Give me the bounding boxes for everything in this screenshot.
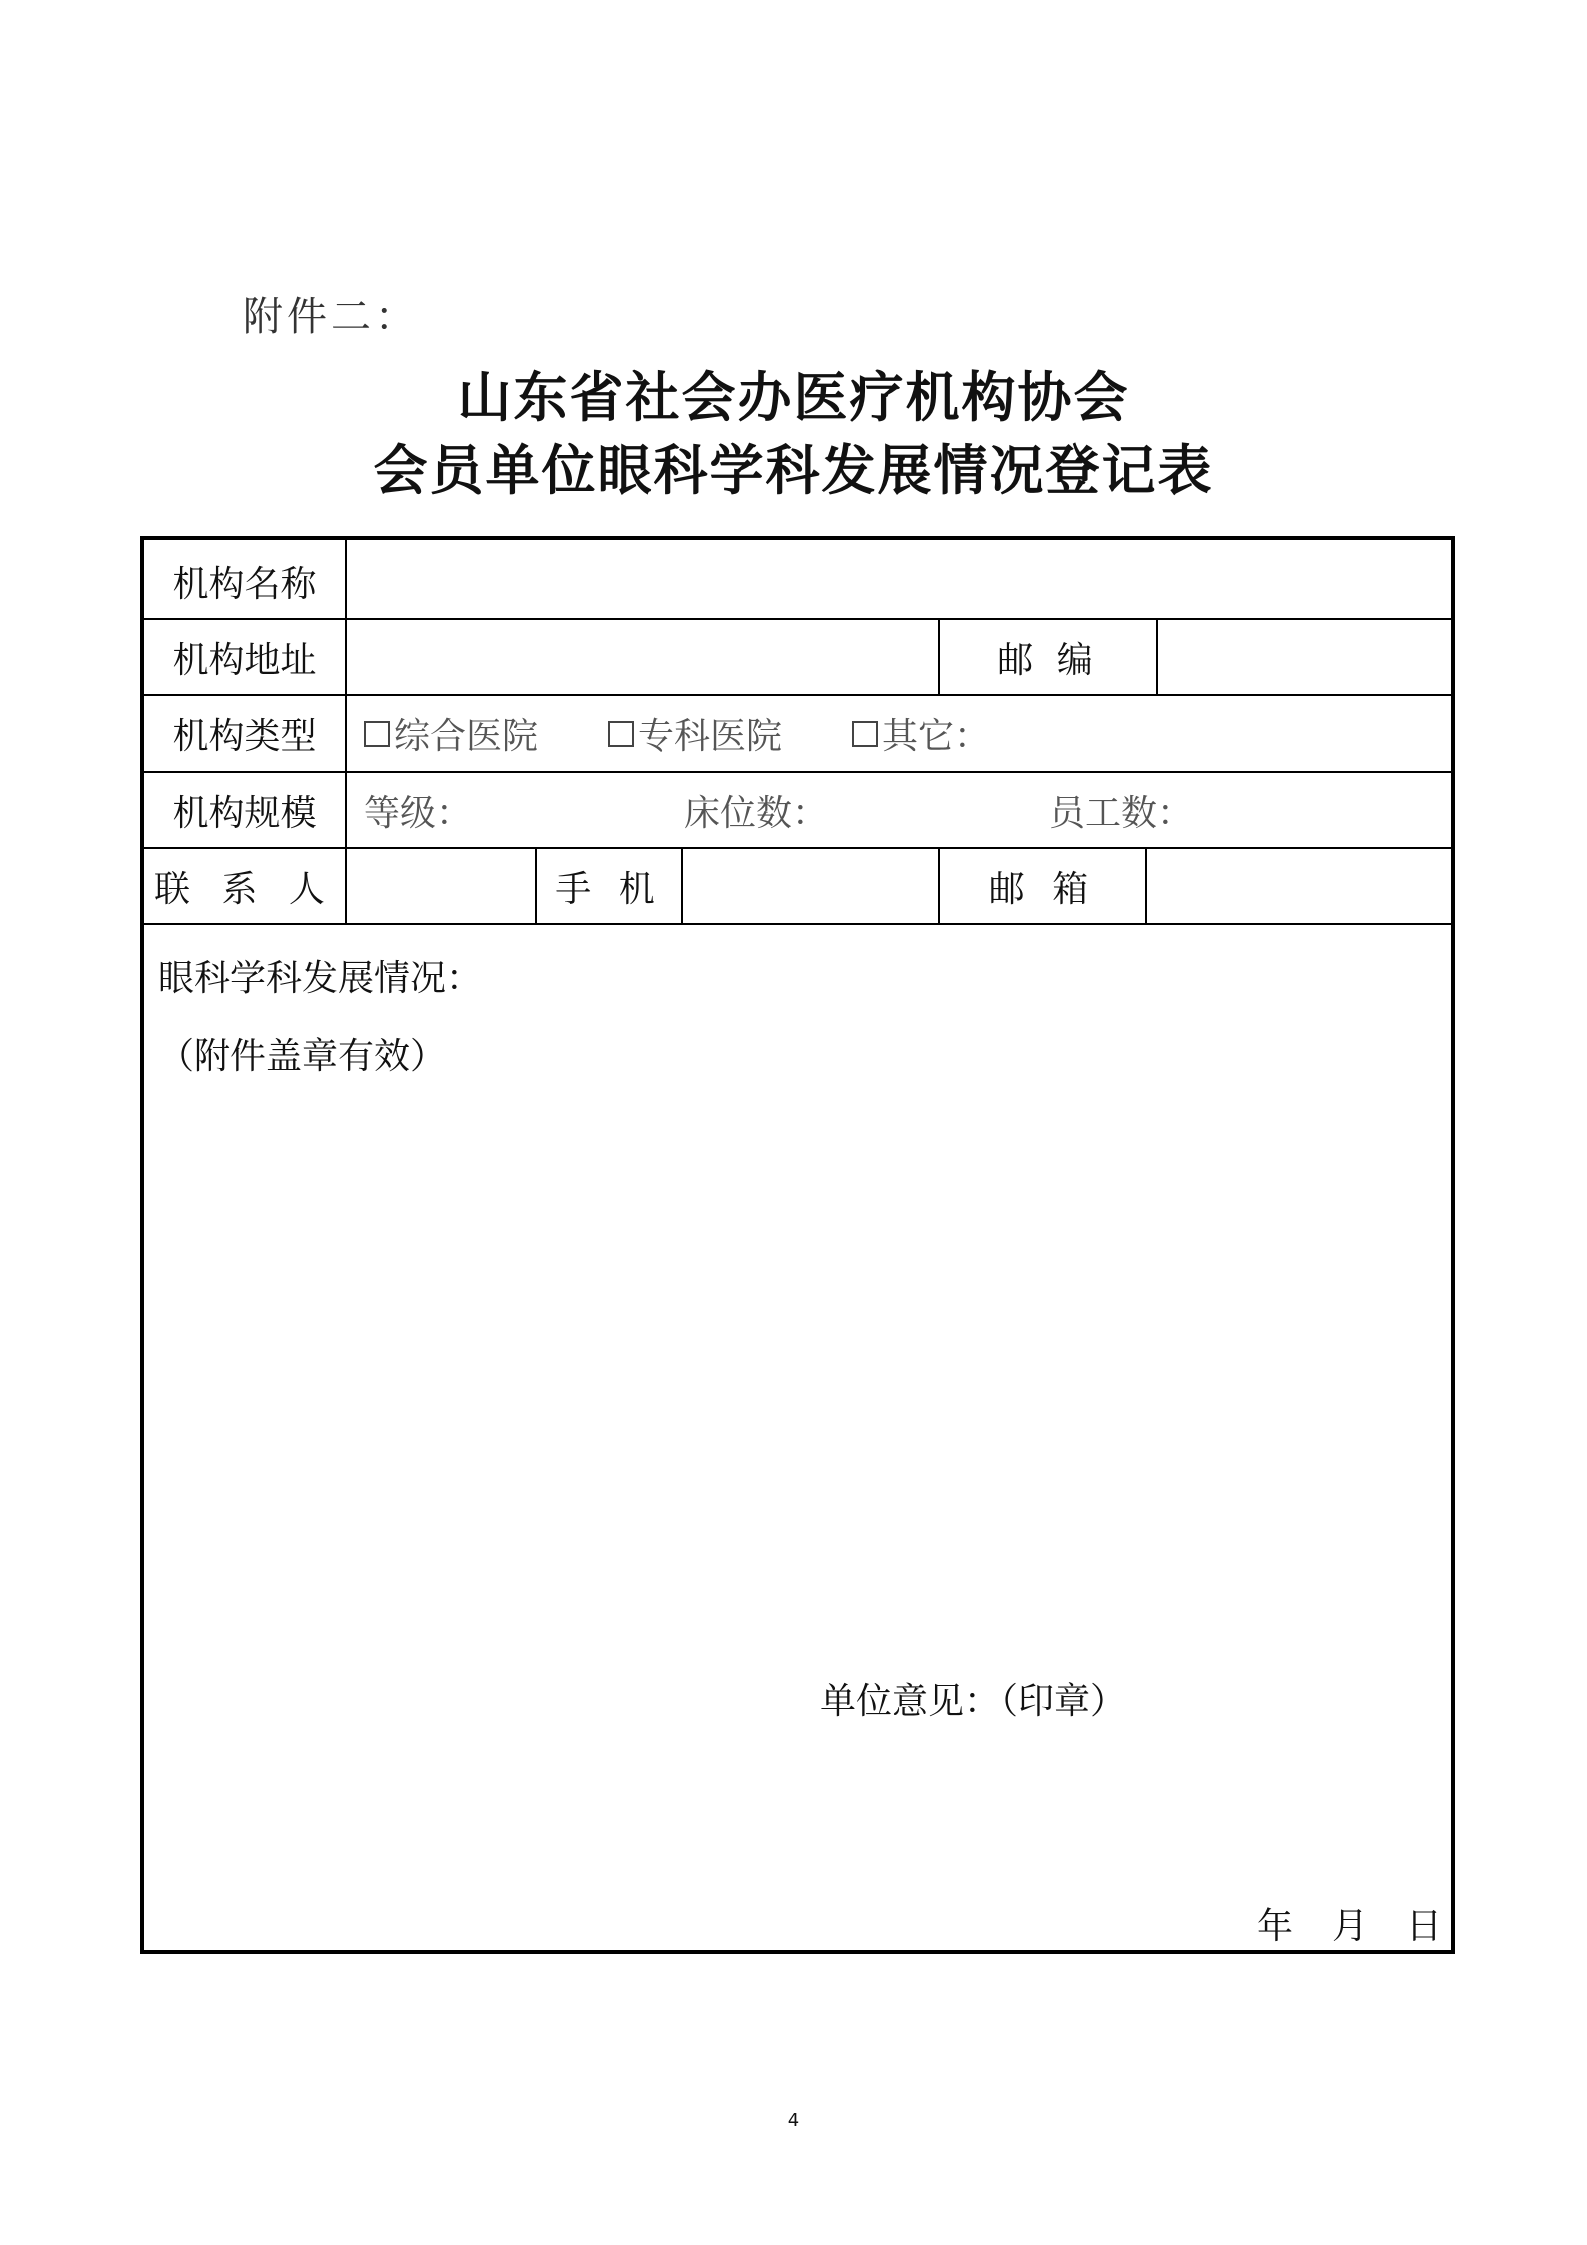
org-name-field[interactable] bbox=[347, 540, 1447, 618]
date-day: 日 bbox=[1406, 1906, 1443, 1947]
unit-opinion-label: 单位意见：（印章） bbox=[820, 1681, 1127, 1722]
seal-note: （附件盖章有效） bbox=[158, 1036, 447, 1077]
org-name-label: 机构名称 bbox=[172, 563, 317, 605]
development-label: 眼科学科发展情况： bbox=[158, 958, 483, 999]
checkbox-icon[interactable] bbox=[608, 721, 634, 747]
contact-field[interactable] bbox=[347, 849, 535, 923]
grade-field[interactable]: 等级： bbox=[364, 792, 473, 834]
checkbox-icon[interactable] bbox=[364, 721, 390, 747]
form-title-line1: 山东省社会办医疗机构协会 bbox=[457, 366, 1130, 429]
org-type-options bbox=[364, 696, 1444, 771]
org-type-option-other[interactable]: 其它： bbox=[852, 708, 990, 759]
phone-label: 手 机 bbox=[555, 868, 663, 910]
attachment-label: 附件二： bbox=[243, 294, 419, 340]
beds-field[interactable]: 床位数： bbox=[684, 792, 829, 834]
form-title-line2: 会员单位眼科学科发展情况登记表 bbox=[373, 439, 1214, 502]
date-month: 月 bbox=[1332, 1906, 1369, 1947]
email-label: 邮 箱 bbox=[988, 868, 1097, 910]
email-field[interactable] bbox=[1147, 849, 1447, 923]
checkbox-icon[interactable] bbox=[852, 721, 878, 747]
org-address-label: 机构地址 bbox=[172, 639, 317, 681]
org-scale-label: 机构规模 bbox=[172, 792, 317, 834]
contact-label: 联 系 人 bbox=[154, 868, 335, 910]
postcode-field[interactable] bbox=[1158, 620, 1448, 694]
org-address-field[interactable] bbox=[347, 620, 937, 694]
org-type-label: 机构类型 bbox=[172, 716, 317, 757]
date-year: 年 bbox=[1257, 1906, 1294, 1947]
org-type-option-specialty[interactable]: 专科医院 bbox=[608, 708, 782, 759]
page-number: 4 bbox=[787, 2110, 800, 2131]
phone-field[interactable] bbox=[683, 849, 938, 923]
postcode-label: 邮 编 bbox=[997, 639, 1099, 681]
row-divider bbox=[144, 923, 1451, 925]
org-type-option-general[interactable]: 综合医院 bbox=[364, 708, 538, 759]
registration-form bbox=[140, 536, 1455, 1954]
staff-field[interactable]: 员工数： bbox=[1049, 792, 1194, 834]
